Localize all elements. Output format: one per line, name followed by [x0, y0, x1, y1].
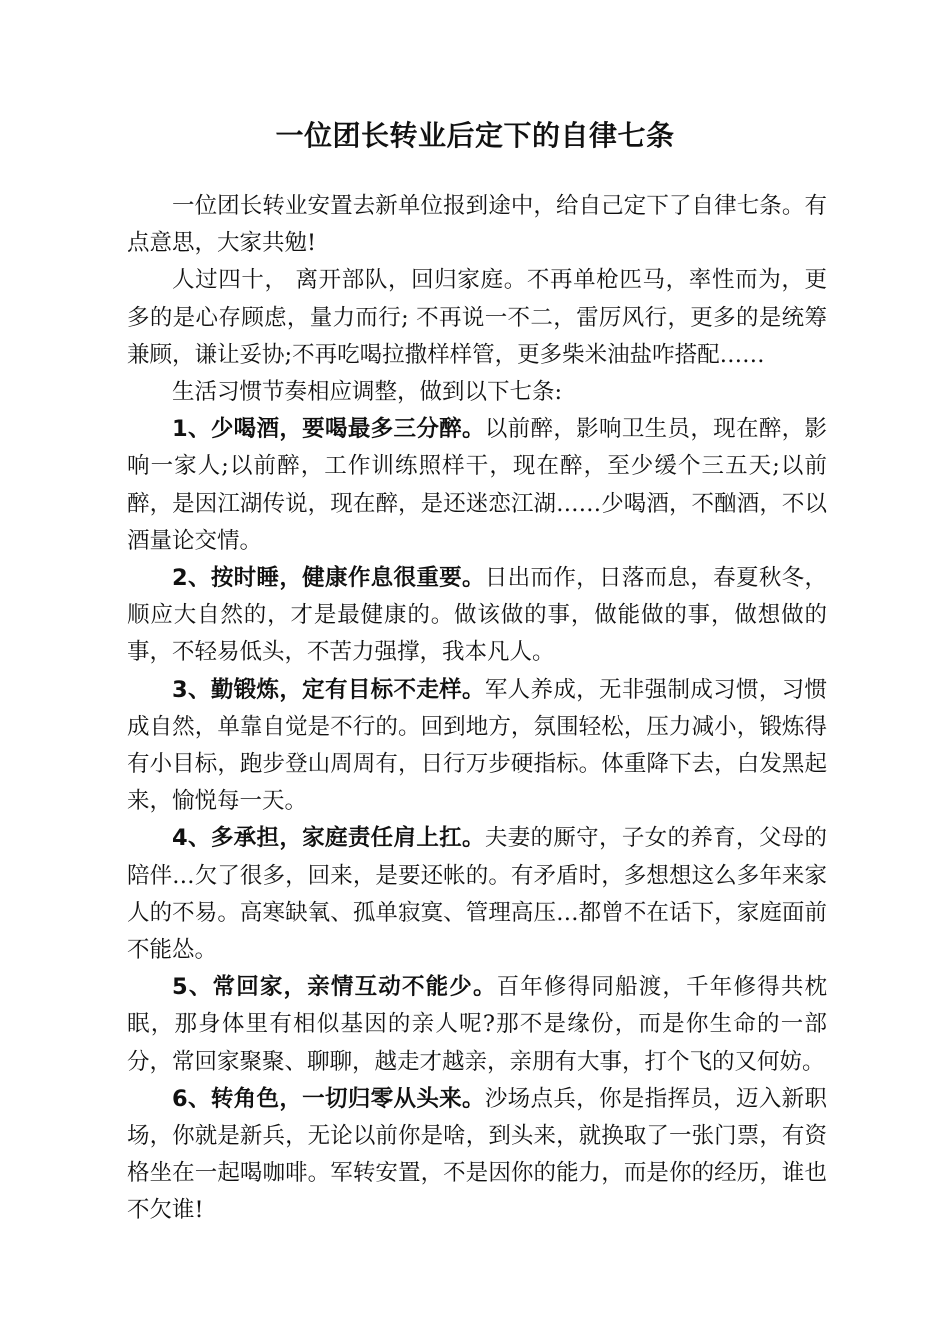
document-body [127, 188, 827, 1230]
paragraph: 生活习惯节奏相应调整，做到以下七条: [172, 379, 563, 406]
rule-heading: 2、按时睡，健康作息很重要。 [172, 565, 485, 592]
rule-paragraph [127, 1081, 827, 1230]
rule-paragraph [127, 820, 827, 969]
rule-paragraph [127, 672, 827, 821]
rule-paragraph [127, 560, 827, 672]
intro-paragraph: 一位团长转业安置去新单位报到途中，给自己定下了自律七条。有点意思，大家共勉! [127, 193, 827, 257]
rule-text: 沙场点兵，你是指挥员，迈入新职场，你就是新兵，无论以前你是啥，到头来，就换取了一张门票，有资格坐在一起喝咖啡。军转安置，不是因你的能力，而是你的经历，谁也不欠谁! [127, 1085, 827, 1224]
rule-text: 以前醉，影响卫生员，现在醉，影响一家人;以前醉，工作训练照样干，现在醉，至少缓个三五天;以前醉，是因江湖传说，现在醉，是还迷恋江湖……少喝酒，不酗酒，不以酒量论交情。 [127, 416, 827, 554]
rule-paragraph [127, 411, 827, 560]
rule-heading: 4、多承担，家庭责任肩上扛。 [172, 825, 485, 852]
rule-heading: 3、勤锻炼，定有目标不走样。 [172, 676, 485, 703]
document-title: 一位团长转业后定下的自律七条 [275, 119, 675, 152]
rule-paragraph [127, 969, 827, 1081]
rule-heading: 5、常回家，亲情互动不能少。 [172, 974, 497, 1001]
rule-text: 军人养成，无非强制成习惯，习惯成自然，单靠自觉是不行的。回到地方，氛围轻松，压力减小，锻炼得有小目标，跑步登山周周有，日行万步硬指标。体重降下去，白发黑起来，愉悦每一天。 [127, 676, 827, 815]
rule-text: 百年修得同船渡，千年修得共枕眠，那身体里有相似基因的亲人呢?那不是缘份，而是你生命的一部分，常回家聚聚、聊聊，越走才越亲，亲朋有大事，打个飞的又何妨。 [127, 974, 827, 1075]
rule-text: 日出而作，日落而息，春夏秋冬，顺应大自然的，才是最健康的。做该做的事，做能做的事，做想做的事，不轻易低头，不苦力强撑，我本凡人。 [127, 565, 827, 666]
rule-heading: 1、少喝酒，要喝最多三分醉。 [172, 416, 485, 443]
rule-text: 夫妻的厮守，子女的养育，父母的陪伴…欠了很多，回来，是要还帐的。有矛盾时，多想想这么多年来家人的不易。高寒缺氧、孤单寂寞、管理高压…都曾不在话下，家庭面前不能怂。 [127, 825, 827, 964]
paragraph: 人过四十， 离开部队，回归家庭。不再单枪匹马，率性而为，更多的是心存顾虑，量力而行; 不再说一不二，雷厉风行，更多的是统筹兼顾，谦让妥协;不再吃喝拉撒样样管，更多柴米油盐咋搭配…… [127, 267, 827, 368]
rule-heading: 6、转角色，一切归零从头来。 [172, 1085, 485, 1112]
